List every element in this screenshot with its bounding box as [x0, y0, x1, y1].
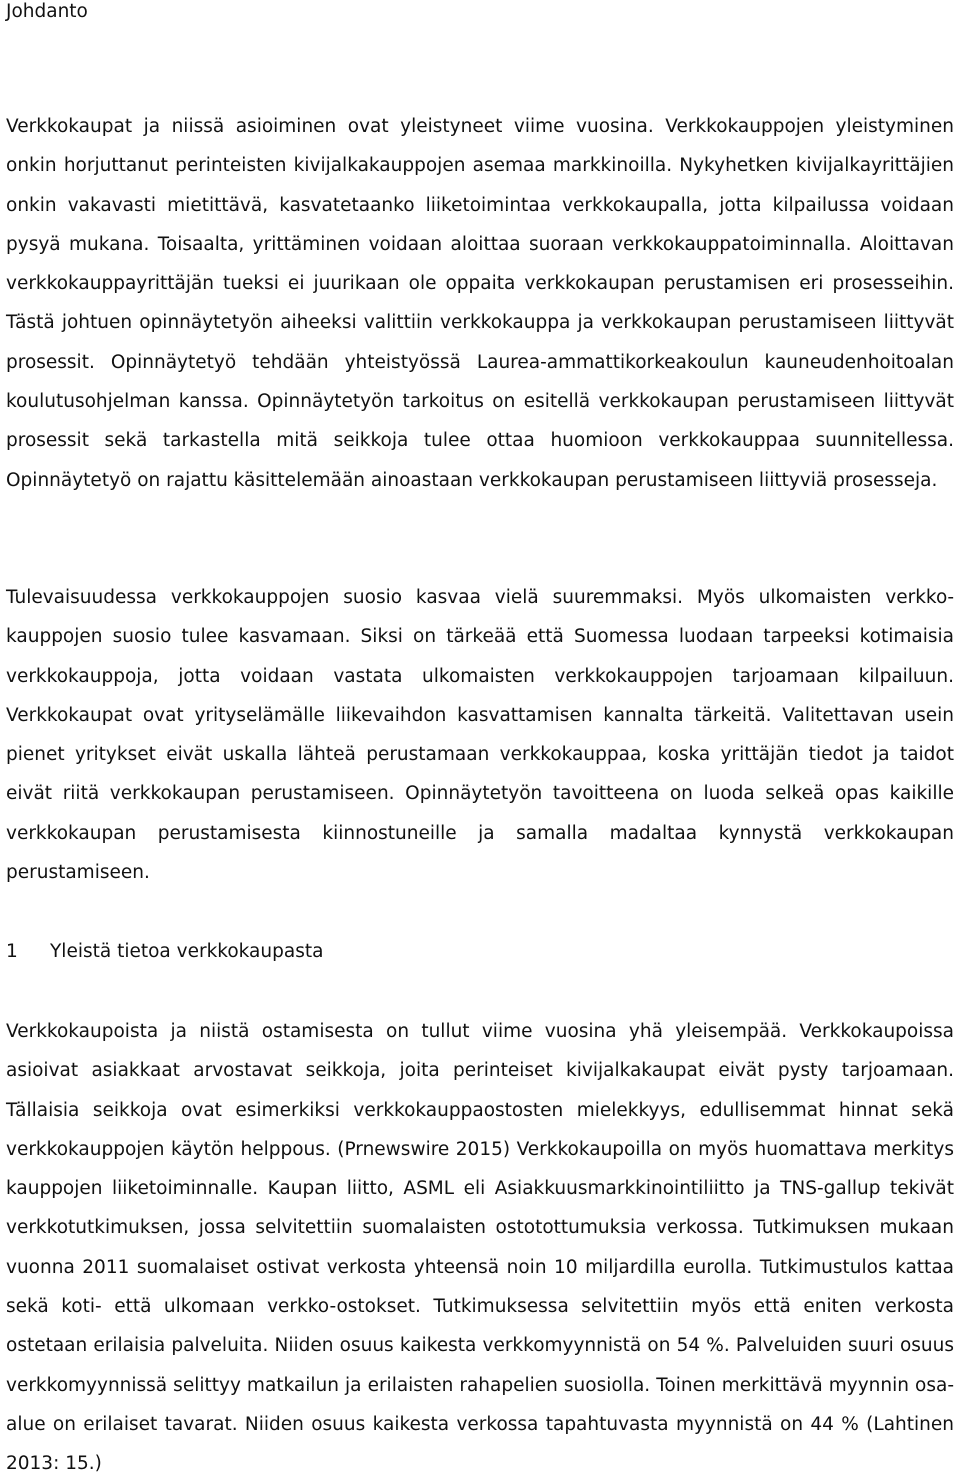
intro-paragraph-1: Verkkokaupat ja niissä asioiminen ovat yleistyneet viime vuosina. Verkkokauppojen yleistyminen onkin horjuttanut perinteisten kivijalkakauppojen asemaa markkinoilla. Nykyhetken kivijalkayrittäjien onkin vakavasti mietittävä, kasvatetaanko liiketoimintaa verkkokaupalla, jotta kilpailussa voidaan pysyä mukana. Toisaalta, yrittäminen voidaan aloittaa suoraan verkkokauppatoiminnalla. Aloittavan verkkokauppayrittäjän tueksi ei juurikaan ole oppaita verkkokaupan perustamisen eri prosesseihin. Tästä johtuen opinnäytetyön aiheeksi valittiin verkkokauppa ja verkkokaupan perustamiseen liittyvät prosessit. Opinnäytetyö tehdään yhteistyössä Laurea-ammattikorkeakoulun kauneudenhoitoalan koulutusohjelman kanssa. Opinnäytetyön tarkoitus on esitellä verkkokaupan perustamiseen liittyvät prosessit sekä tarkastella mitä seikkoja tulee ottaa huomioon verkkokauppaa suunnitellessa. Opinnäytetyö on rajattu käsittelemään ainoastaan verkkokaupan perustamiseen liittyviä prosesseja.	[6, 116, 954, 491]
section-heading	[6, 940, 323, 964]
intro-paragraph-2: Tulevaisuudessa verkkokauppojen suosio kasvaa vielä suuremmaksi. Myös ulkomaisten verkkokauppojen suosio tulee kasvamaan. Siksi on tärkeää että Suomessa luodaan tarpeeksi kotimaisia verkkokauppoja, jotta voidaan vastata ulkomaisten verkkokauppojen tarjoamaan kilpailuun. Verkkokaupat ovat yrityselämälle liikevaihdon kasvattamisen kannalta tärkeitä. Valitettavan usein pienet yritykset eivät uskalla lähteä perustamaan verkkokauppaa, koska yrittäjän tiedot ja taidot eivät riitä verkkokaupan perustamiseen. Opinnäytetyön tavoitteena on luoda selkeä opas kaikille verkkokaupan perustamisesta kiinnostuneille ja samalla madaltaa kynnystä verkkokaupan perustamiseen.	[6, 587, 954, 884]
section-paragraph: Verkkokaupoista ja niistä ostamisesta on tullut viime vuosina yhä yleisempää. Verkkokaupoissa asioivat asiakkaat arvostavat seikkoja, joita perinteiset kivijalkakaupat eivät pysty tarjoamaan. Tällaisia seikkoja ovat esimerkiksi verkkokauppaostosten mielekkyys, edullisemmat hinnat sekä verkkokauppojen käytön helppous. (Prnewswire 2015) Verkkokaupoilla on myös huomattava merkitys kauppojen liiketoiminnalle. Kaupan liitto, ASML eli Asiakkuusmarkkinointiliitto ja TNS-gallup tekivät verkkotutkimuksen, jossa selvitettiin suomalaisten ostotottumuksia verkossa. Tutkimuksen mukaan vuonna 2011 suomalaiset ostivat verkosta yhteensä noin 10 miljardilla eurolla. Tutkimustulos kattaa sekä koti- että ulkomaan verkko-ostokset. Tutkimuksessa selvitettiin myös että eniten verkosta ostetaan erilaisia palveluita. Niiden osuus kaikesta verkkomyynnistä on 54 %. Palveluiden suuri osuus verkkomyynnissä selittyy matkailun ja erilaisten rahapelien suosiolla. Toinen merkittävä myynnin osa-alue on erilaiset tavarat. Niiden osuus kaikesta verkossa tapahtuvasta myynnistä on 44 % (Lahtinen 2013: 15.)	[6, 1021, 954, 1475]
intro-heading: Johdanto	[6, 1, 88, 22]
section-title: Yleistä tietoa verkkokaupasta	[50, 941, 324, 962]
section-number: 1	[6, 941, 18, 962]
